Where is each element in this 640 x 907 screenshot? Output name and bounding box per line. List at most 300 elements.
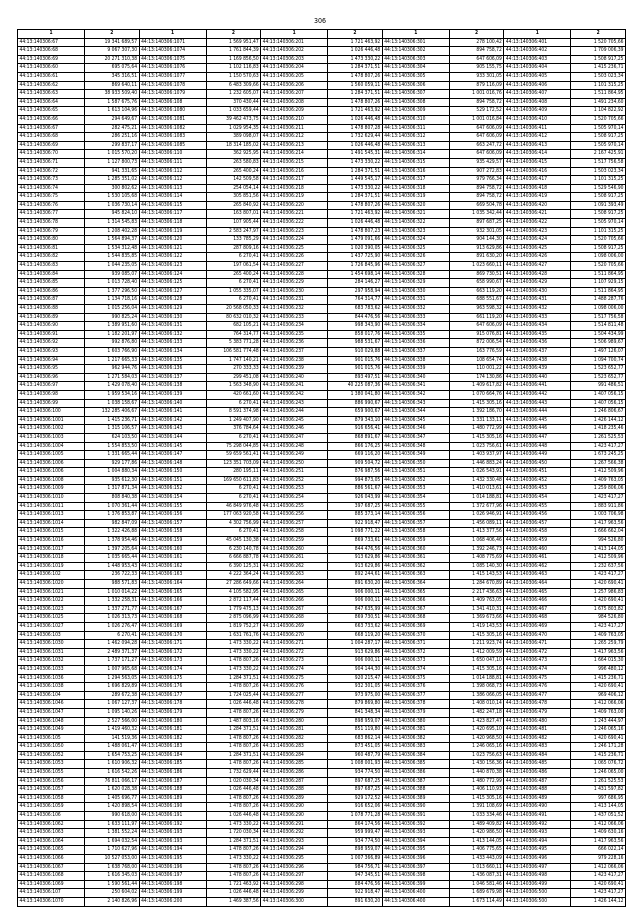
cadastral-value-cell: 1 511 864,95 [571, 287, 626, 296]
cadastral-number-cell: 44:13:140306:135 [139, 356, 206, 365]
cadastral-number-cell: 44:13:140306:388 [382, 786, 449, 795]
cadastral-number-cell: 44:13:140306:277 [261, 691, 328, 700]
cadastral-value-cell: 934 774,50 [328, 769, 383, 778]
cadastral-value-cell: 647 606,09 [449, 124, 504, 133]
cadastral-value-cell: 963 598,32 [449, 305, 504, 314]
table-row [18, 399, 626, 408]
cadastral-number-cell: 44:13:140306:483 [504, 743, 571, 752]
cadastral-number-cell: 44:13:140306:255 [261, 502, 328, 511]
cadastral-value-cell: 1 423 417,27 [571, 442, 626, 451]
cadastral-number-cell: 44:13:140306:243 [261, 399, 328, 408]
cadastral-value-cell: 1 503 023,34 [571, 167, 626, 176]
cadastral-number-cell: 44:13:140306:201 [261, 38, 328, 47]
cadastral-value-cell: 1 036 730,14 [85, 201, 140, 210]
cadastral-value-cell: 294 649,67 [85, 115, 140, 124]
cadastral-value-cell: 1 520 705,66 [571, 115, 626, 124]
table-row [18, 622, 626, 631]
cadastral-number-cell: 44:13:140306:367 [382, 605, 449, 614]
cadastral-number-cell: 44:13:140306:421 [504, 210, 571, 219]
cadastral-number-cell: 44:13:140306:1046 [18, 700, 85, 709]
table-row [18, 880, 626, 889]
cadastral-value-cell: 1 478 807,26 [206, 743, 261, 752]
table-row [18, 210, 626, 219]
cadastral-number-cell: 44:13:140306:1083 [139, 133, 206, 142]
cadastral-number-cell: 44:13:140306:107 [18, 889, 85, 898]
cadastral-value-cell: 163 776,59 [449, 347, 504, 356]
cadastral-number-cell: 44:13:140306:1055 [18, 769, 85, 778]
cadastral-value-cell: 1 423 417,27 [571, 872, 626, 881]
cadastral-number-cell: 44:13:140306:172 [139, 648, 206, 657]
cadastral-number-cell: 44:13:140306:173 [139, 657, 206, 666]
cadastral-number-cell: 44:13:140306:442 [504, 390, 571, 399]
cadastral-number-cell: 44:13:140306:1003 [18, 433, 85, 442]
cadastral-number-cell: 44:13:140306:302 [382, 47, 449, 56]
cadastral-value-cell: 1 420 690,41 [571, 880, 626, 889]
cadastral-number-cell: 44:13:140306:272 [261, 648, 328, 657]
cadastral-value-cell: 1 068 406,46 [449, 537, 504, 546]
cadastral-number-cell: 44:13:140306:225 [261, 244, 328, 253]
cadastral-number-cell: 44:13:140306:412 [504, 133, 571, 142]
cadastral-value-cell: 1 102 116,83 [206, 64, 261, 73]
cadastral-value-cell: 1 107 929,15 [571, 279, 626, 288]
cadastral-value-cell: 1 078 771,28 [328, 812, 383, 821]
cadastral-value-cell: 1 014 188,81 [449, 674, 504, 683]
cadastral-number-cell: 44:13:140306:375 [382, 674, 449, 683]
cadastral-number-cell: 44:13:140306:352 [382, 476, 449, 485]
cadastral-value-cell: 1 478 807,26 [328, 72, 383, 81]
cadastral-number-cell: 44:13:140306:276 [261, 683, 328, 692]
column-header: 2 [571, 30, 626, 39]
cadastral-value-cell: 891 630,20 [328, 897, 383, 906]
cadastral-value-cell: 1 271 584,03 [85, 373, 140, 382]
table-row [18, 511, 626, 520]
cadastral-number-cell: 44:13:140306:362 [382, 562, 449, 571]
cadastral-number-cell: 44:13:140306:499 [504, 880, 571, 889]
cadastral-number-cell: 44:13:140306:469 [504, 622, 571, 631]
cadastral-number-cell: 44:13:140306:372 [382, 648, 449, 657]
cadastral-number-cell: 44:13:140306:468 [504, 614, 571, 623]
cadastral-value-cell: 1 417 963,56 [571, 648, 626, 657]
cadastral-value-cell: 1 417 963,56 [571, 519, 626, 528]
cadastral-value-cell: 935 612,30 [85, 476, 140, 485]
cadastral-value-cell: 420 661,60 [206, 390, 261, 399]
cadastral-value-cell: 1 408 010,14 [449, 700, 504, 709]
cadastral-number-cell: 44:13:140306:331 [382, 296, 449, 305]
cadastral-value-cell: 1 369 673,66 [449, 614, 504, 623]
cadastral-number-cell: 44:13:140306:410 [504, 115, 571, 124]
cadastral-number-cell: 44:13:140306:377 [382, 691, 449, 700]
cadastral-value-cell: 1 409 763,00 [571, 708, 626, 717]
table-row [18, 674, 626, 683]
cadastral-value-cell: 169 650 611,83 [206, 476, 261, 485]
cadastral-value-cell: 1 020 390,05 [328, 244, 383, 253]
cadastral-number-cell: 44:13:140306:1001 [18, 416, 85, 425]
cadastral-value-cell: 1 473 330,22 [328, 55, 383, 64]
cadastral-value-cell: 1 284 371,51 [328, 90, 383, 99]
cadastral-value-cell: 1 473 330,22 [206, 820, 261, 829]
cadastral-value-cell: 868 891,67 [328, 433, 383, 442]
cadastral-value-cell: 1 654 753,25 [85, 751, 140, 760]
cadastral-value-cell: 869 730,51 [328, 614, 383, 623]
cadastral-number-cell: 44:13:140306:484 [504, 751, 571, 760]
cadastral-number-cell: 44:13:140306:62 [18, 81, 85, 90]
cadastral-number-cell: 44:13:140306:288 [261, 786, 328, 795]
cadastral-value-cell: 1 633 111,97 [85, 820, 140, 829]
cadastral-value-cell: 1 259 806,06 [571, 485, 626, 494]
cadastral-value-cell: 1 497 126,07 [571, 347, 626, 356]
cadastral-value-cell: 133 785,29 [206, 236, 261, 245]
cadastral-number-cell: 44:13:140306:282 [261, 734, 328, 743]
cadastral-number-cell: 44:13:140306:458 [504, 528, 571, 537]
cadastral-number-cell: 44:13:140306:1059 [18, 803, 85, 812]
cadastral-value-cell: 1 613 104,96 [85, 107, 140, 116]
cadastral-number-cell: 44:13:140306:318 [382, 184, 449, 193]
cadastral-number-cell: 44:13:140306:289 [261, 794, 328, 803]
table-row [18, 485, 626, 494]
cadastral-value-cell: 934 774,50 [328, 837, 383, 846]
cadastral-number-cell: 44:13:140306:224 [261, 236, 328, 245]
cadastral-number-cell: 44:13:140306:320 [382, 201, 449, 210]
cadastral-value-cell: 990 618,00 [85, 812, 140, 821]
cadastral-number-cell: 44:13:140306:306 [382, 81, 449, 90]
cadastral-value-cell: 933 301,05 [449, 72, 504, 81]
cadastral-number-cell: 44:13:140306:380 [382, 717, 449, 726]
cadastral-value-cell: 1 418 235,46 [571, 425, 626, 434]
cadastral-number-cell: 44:13:140306:406 [504, 81, 571, 90]
cadastral-value-cell: 6 270,41 [206, 433, 261, 442]
cadastral-number-cell: 44:13:140306:207 [261, 90, 328, 99]
cadastral-number-cell: 44:13:140306:91 [18, 330, 85, 339]
cadastral-number-cell: 44:13:140306:202 [261, 47, 328, 56]
cadastral-value-cell: 2 527 566,00 [85, 717, 140, 726]
cadastral-number-cell: 44:13:140306:221 [261, 210, 328, 219]
cadastral-number-cell: 44:13:140306:436 [504, 339, 571, 348]
cadastral-value-cell: 915 076,81 [449, 330, 504, 339]
cadastral-value-cell: 141 519,36 [85, 734, 140, 743]
cadastral-number-cell: 44:13:140306:170 [139, 631, 206, 640]
cadastral-value-cell: 1 413 144,05 [449, 837, 504, 846]
cadastral-value-cell: 982 847,09 [85, 519, 140, 528]
table-row [18, 700, 626, 709]
cadastral-value-cell: 1 033 659,44 [206, 107, 261, 116]
cadastral-number-cell: 44:13:140306:131 [139, 322, 206, 331]
cadastral-number-cell: 44:13:140306:155 [139, 502, 206, 511]
cadastral-value-cell: 108 654,74 [449, 356, 504, 365]
cadastral-number-cell: 44:13:140306:195 [139, 855, 206, 864]
cadastral-value-cell: 1 035 665,44 [85, 554, 140, 563]
cadastral-value-cell: 1 420 695,10 [449, 726, 504, 735]
cadastral-value-cell: 270 333,33 [206, 365, 261, 374]
cadastral-value-cell: 647 606,09 [449, 150, 504, 159]
cadastral-value-cell: 2 583 247,97 [206, 227, 261, 236]
cadastral-number-cell: 44:13:140306:434 [504, 322, 571, 331]
cadastral-value-cell: 75 298 044,85 [206, 442, 261, 451]
cadastral-value-cell: 841 348,34 [328, 708, 383, 717]
cadastral-value-cell: 984 526,80 [571, 614, 626, 623]
cadastral-number-cell: 44:13:140306:465 [504, 588, 571, 597]
cadastral-value-cell: 46 849 976,48 [206, 502, 261, 511]
cadastral-number-cell: 44:13:140306:68 [18, 47, 85, 56]
cadastral-number-cell: 44:13:140306:313 [382, 141, 449, 150]
cadastral-value-cell: 1 631 761,76 [206, 631, 261, 640]
cadastral-value-cell: 1 284 371,51 [206, 751, 261, 760]
cadastral-value-cell: 879 116,09 [449, 81, 504, 90]
column-header: 1 [139, 30, 206, 39]
cadastral-value-cell: 894 758,72 [449, 184, 504, 193]
cadastral-number-cell: 44:13:140306:1015 [18, 528, 85, 537]
table-row [18, 786, 626, 795]
cadastral-value-cell: 669 504,78 [449, 201, 504, 210]
cadastral-value-cell: 370 430,44 [206, 98, 261, 107]
cadastral-number-cell: 44:13:140306:287 [261, 777, 328, 786]
table-row [18, 98, 626, 107]
cadastral-number-cell: 44:13:140306:486 [504, 769, 571, 778]
cadastral-value-cell: 695 075,64 [85, 64, 140, 73]
table-row [18, 760, 626, 769]
cadastral-value-cell: 891 630,20 [449, 253, 504, 262]
cadastral-value-cell: 929 177,86 [85, 459, 140, 468]
table-row [18, 408, 626, 417]
cadastral-number-cell: 44:13:140306:415 [504, 158, 571, 167]
cadastral-number-cell: 44:13:140306:251 [261, 468, 328, 477]
cadastral-number-cell: 44:13:140306:181 [139, 726, 206, 735]
cadastral-number-cell: 44:13:140306:154 [139, 494, 206, 503]
cadastral-value-cell: 265 400,24 [206, 270, 261, 279]
cadastral-value-cell: 1 508 917,25 [571, 210, 626, 219]
cadastral-number-cell: 44:13:140306:128 [139, 296, 206, 305]
cadastral-number-cell: 44:13:140306:389 [382, 794, 449, 803]
cadastral-number-cell: 44:13:140306:261 [261, 554, 328, 563]
cadastral-number-cell: 44:13:140306:193 [139, 837, 206, 846]
cadastral-value-cell: 1 638 768,00 [85, 863, 140, 872]
cadastral-number-cell: 44:13:140306:487 [504, 777, 571, 786]
cadastral-number-cell: 44:13:140306:118 [139, 219, 206, 228]
cadastral-number-cell: 44:13:140306:341 [382, 382, 449, 391]
cadastral-number-cell: 44:13:140306:171 [139, 640, 206, 649]
cadastral-value-cell: 1 026 446,48 [206, 812, 261, 821]
cadastral-number-cell: 44:13:140306:193 [139, 829, 206, 838]
cadastral-number-cell: 44:13:140306:1013 [18, 511, 85, 520]
cadastral-number-cell: 44:13:140306:295 [261, 855, 328, 864]
cadastral-number-cell: 44:13:140306:402 [504, 47, 571, 56]
cadastral-number-cell: 44:13:140306:411 [504, 124, 571, 133]
cadastral-number-cell: 44:13:140306:105 [18, 734, 85, 743]
cadastral-number-cell: 44:13:140306:1052 [18, 751, 85, 760]
cadastral-number-cell: 44:13:140306:319 [382, 193, 449, 202]
cadastral-value-cell: 1 055 335,07 [206, 287, 261, 296]
cadastral-number-cell: 44:13:140306:110 [139, 150, 206, 159]
cadastral-number-cell: 44:13:140306:83 [18, 262, 85, 271]
cadastral-number-cell: 44:13:140306:472 [504, 648, 571, 657]
cadastral-value-cell: 1 620 028,38 [85, 786, 140, 795]
cadastral-value-cell: 1 454 698,14 [328, 270, 383, 279]
cadastral-value-cell: 6 270,41 [206, 253, 261, 262]
cadastral-number-cell: 44:13:140306:323 [382, 227, 449, 236]
cadastral-value-cell: 1 478 807,26 [206, 846, 261, 855]
cadastral-value-cell: 1 462 094,28 [85, 640, 140, 649]
cadastral-value-cell: 1 534 312,48 [85, 244, 140, 253]
cadastral-number-cell: 44:13:140306:219 [261, 193, 328, 202]
cadastral-number-cell: 44:13:140306:1076 [139, 64, 206, 73]
cadastral-value-cell: 1 391 108,69 [449, 803, 504, 812]
cadastral-number-cell: 44:13:140306:337 [382, 347, 449, 356]
table-row [18, 158, 626, 167]
cadastral-number-cell: 44:13:140306:298 [261, 880, 328, 889]
cadastral-number-cell: 44:13:140306:106 [18, 812, 85, 821]
table-row [18, 657, 626, 666]
cadastral-number-cell: 44:13:140306:414 [504, 150, 571, 159]
cadastral-value-cell: 1 026 313,73 [85, 614, 140, 623]
cadastral-value-cell: 142 509,58 [206, 176, 261, 185]
cadastral-value-cell: 992 876,80 [85, 339, 140, 348]
cadastral-number-cell: 44:13:140306:215 [261, 158, 328, 167]
cadastral-number-cell: 44:13:140306:386 [382, 769, 449, 778]
cadastral-number-cell: 44:13:140306:466 [504, 597, 571, 606]
cadastral-value-cell: 1 065 076,72 [571, 760, 626, 769]
cadastral-value-cell: 658 990,67 [449, 279, 504, 288]
cadastral-value-cell: 907 272,83 [449, 167, 504, 176]
cadastral-number-cell: 44:13:140306:383 [382, 743, 449, 752]
cadastral-number-cell: 44:13:140306:338 [382, 356, 449, 365]
cadastral-number-cell: 44:13:140306:218 [261, 184, 328, 193]
cadastral-value-cell: 666 022,14 [571, 846, 626, 855]
cadastral-number-cell: 44:13:140306:1071 [139, 38, 206, 47]
cadastral-value-cell: 1 420 968,50 [449, 734, 504, 743]
cadastral-value-cell: 529 172,52 [449, 107, 504, 116]
cadastral-value-cell: 1 322 426,88 [85, 528, 140, 537]
cadastral-number-cell: 44:13:140306:316 [382, 167, 449, 176]
cadastral-number-cell: 44:13:140306:479 [504, 708, 571, 717]
cadastral-value-cell: 1 376 853,87 [85, 511, 140, 520]
table-row [18, 262, 626, 271]
cadastral-number-cell: 44:13:140306:65 [18, 107, 85, 116]
cadastral-value-cell: 1 456 089,11 [449, 519, 504, 528]
cadastral-value-cell: 263 580,83 [206, 158, 261, 167]
cadastral-value-cell: 1 029 954,35 [206, 124, 261, 133]
table-row [18, 580, 626, 589]
table-row [18, 287, 626, 296]
cadastral-value-cell: 1 001 016,84 [449, 115, 504, 124]
cadastral-value-cell: 984 756,71 [328, 863, 383, 872]
cadastral-value-cell: 1 098 006,00 [571, 253, 626, 262]
cadastral-value-cell: 59 659 561,41 [206, 451, 261, 460]
cadastral-value-cell: 1 721 463,92 [328, 210, 383, 219]
cadastral-value-cell: 844 476,56 [328, 545, 383, 554]
table-row [18, 236, 626, 245]
cadastral-number-cell: 44:13:140306:1062 [18, 820, 85, 829]
cadastral-number-cell: 44:13:140306:333 [382, 313, 449, 322]
table-row [18, 72, 626, 81]
cadastral-number-cell: 44:13:140306:108 [139, 98, 206, 107]
cadastral-value-cell: 1 514 811,48 [571, 322, 626, 331]
cadastral-number-cell: 44:13:140306:85 [18, 279, 85, 288]
cadastral-value-cell: 1 127 800,73 [85, 158, 140, 167]
cadastral-value-cell: 1 563 348,90 [206, 382, 261, 391]
cadastral-number-cell: 44:13:140306:305 [382, 72, 449, 81]
cadastral-value-cell: 1 412 066,06 [571, 700, 626, 709]
cadastral-value-cell: 1 243 444,97 [571, 717, 626, 726]
cadastral-number-cell: 44:13:140306:471 [504, 640, 571, 649]
cadastral-number-cell: 44:13:140306:1031 [18, 648, 85, 657]
cadastral-number-cell: 44:13:140306:1065 [18, 846, 85, 855]
cadastral-number-cell: 44:13:140306:1019 [18, 562, 85, 571]
cadastral-value-cell: 869 730,51 [449, 270, 504, 279]
cadastral-value-cell: 297 958,94 [328, 287, 383, 296]
cadastral-value-cell: 1 091 393,49 [571, 201, 626, 210]
cadastral-value-cell: 926 043,99 [328, 494, 383, 503]
cadastral-value-cell: 397 687,25 [328, 502, 383, 511]
cadastral-value-cell: 1 101 315,25 [571, 176, 626, 185]
cadastral-number-cell: 44:13:140306:348 [382, 442, 449, 451]
cadastral-number-cell: 44:13:140306:96 [18, 373, 85, 382]
cadastral-number-cell: 44:13:140306:73 [18, 176, 85, 185]
cadastral-value-cell: 891 630,20 [328, 580, 383, 589]
cadastral-value-cell: 284 146,27 [328, 279, 383, 288]
cadastral-number-cell: 44:13:140306:485 [504, 760, 571, 769]
cadastral-number-cell: 44:13:140306:130 [139, 313, 206, 322]
cadastral-value-cell: 1 413 144,05 [571, 803, 626, 812]
cadastral-number-cell: 44:13:140306:69 [18, 55, 85, 64]
cadastral-value-cell: 1 603 766,90 [85, 347, 140, 356]
cadastral-value-cell: 1 182 201,97 [85, 330, 140, 339]
cadastral-number-cell: 44:13:140306:336 [382, 339, 449, 348]
table-row [18, 167, 626, 176]
cadastral-number-cell: 44:13:140306:459 [504, 537, 571, 546]
cadastral-value-cell: 1 491 545,31 [328, 150, 383, 159]
cadastral-value-cell: 1 070 361,44 [85, 502, 140, 511]
cadastral-value-cell: 1 426 144,12 [571, 897, 626, 906]
cadastral-number-cell: 44:13:140306:399 [382, 880, 449, 889]
cadastral-value-cell: 1 478 807,26 [206, 760, 261, 769]
cadastral-number-cell: 44:13:140306:325 [382, 244, 449, 253]
cadastral-number-cell: 44:13:140306:378 [382, 700, 449, 709]
cadastral-number-cell: 44:13:140306:1009 [18, 485, 85, 494]
cadastral-number-cell: 44:13:140306:1081 [139, 115, 206, 124]
cadastral-number-cell: 44:13:140306:84 [18, 270, 85, 279]
cadastral-number-cell: 44:13:140306:86 [18, 287, 85, 296]
cadastral-value-cell: 1 673 245,25 [571, 451, 626, 460]
cadastral-value-cell: 1 883 911,86 [571, 502, 626, 511]
cadastral-value-cell: 1 480 772,99 [449, 777, 504, 786]
cadastral-number-cell: 44:13:140306:203 [261, 55, 328, 64]
column-header: 1 [382, 30, 449, 39]
cadastral-number-cell: 44:13:140306:176 [139, 683, 206, 692]
cadastral-value-cell: 1 479 091,66 [328, 236, 383, 245]
cadastral-number-cell: 44:13:140306:462 [504, 562, 571, 571]
cadastral-number-cell: 44:13:140306:327 [382, 262, 449, 271]
cadastral-number-cell: 44:13:140306:185 [139, 760, 206, 769]
cadastral-value-cell: 1 038 158,67 [85, 399, 140, 408]
cadastral-value-cell: 1 412 009,59 [449, 648, 504, 657]
cadastral-number-cell: 44:13:140306:456 [504, 511, 571, 520]
cadastral-number-cell: 44:13:140306:445 [504, 416, 571, 425]
cadastral-number-cell: 44:13:140306:397 [382, 863, 449, 872]
cadastral-value-cell: 1 409 763,05 [571, 476, 626, 485]
cadastral-value-cell: 1 436 087,31 [449, 872, 504, 881]
cadastral-value-cell: 893 497,51 [328, 373, 383, 382]
cadastral-value-cell: 10 527 053,00 [85, 855, 140, 864]
cadastral-number-cell: 44:13:140306:1085 [139, 141, 206, 150]
cadastral-value-cell: 1 067 127,37 [85, 700, 140, 709]
cadastral-value-cell: 1 026 543,91 [449, 468, 504, 477]
cadastral-value-cell: 20 568 050,33 [206, 305, 261, 314]
cadastral-number-cell: 44:13:140306:247 [261, 433, 328, 442]
cadastral-number-cell: 44:13:140306:478 [504, 700, 571, 709]
cadastral-number-cell: 44:13:140306:495 [504, 846, 571, 855]
cadastral-number-cell: 44:13:140306:358 [382, 528, 449, 537]
cadastral-value-cell: 39 462 473,75 [206, 115, 261, 124]
cadastral-number-cell: 44:13:140306:475 [504, 674, 571, 683]
